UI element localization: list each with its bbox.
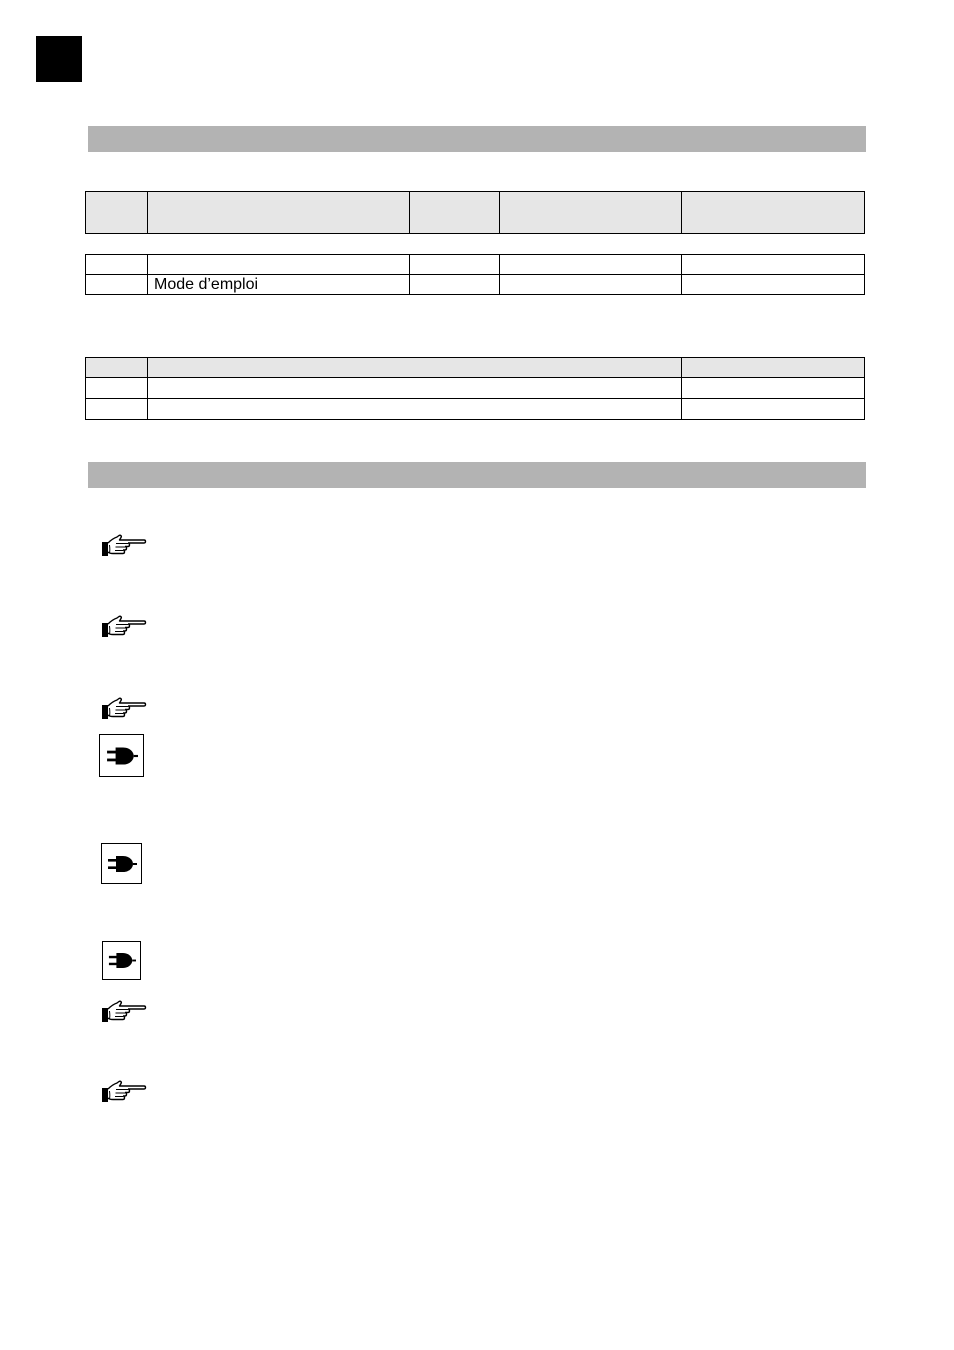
plug-icon bbox=[101, 843, 142, 884]
table-row bbox=[86, 275, 865, 295]
table-cell bbox=[500, 255, 682, 275]
header-cell bbox=[86, 358, 148, 378]
table-row bbox=[86, 399, 865, 420]
table-cell bbox=[148, 255, 410, 275]
plug-icon bbox=[99, 734, 144, 777]
pointing-hand-icon bbox=[101, 1000, 147, 1024]
table-cell bbox=[148, 378, 682, 399]
header-cell bbox=[682, 358, 865, 378]
table-cell bbox=[86, 255, 148, 275]
table-cell bbox=[410, 275, 500, 295]
header-cell bbox=[682, 192, 865, 234]
parts-table-header bbox=[85, 191, 865, 234]
page-corner-tab bbox=[36, 36, 82, 82]
plug-icon bbox=[102, 941, 141, 980]
table-cell bbox=[86, 378, 148, 399]
table-row bbox=[86, 378, 865, 399]
parts-table bbox=[85, 254, 865, 295]
table-header-row bbox=[86, 358, 865, 378]
pointing-hand-icon bbox=[101, 615, 147, 639]
header-cell bbox=[500, 192, 682, 234]
table-cell bbox=[682, 255, 865, 275]
header-cell bbox=[148, 192, 410, 234]
table-row bbox=[86, 255, 865, 275]
table-cell bbox=[86, 275, 148, 295]
header-cell bbox=[86, 192, 148, 234]
table-cell bbox=[148, 399, 682, 420]
table-cell bbox=[410, 255, 500, 275]
section-header-bar bbox=[88, 462, 866, 488]
info-table bbox=[85, 357, 865, 420]
header-cell bbox=[410, 192, 500, 234]
header-cell bbox=[148, 358, 682, 378]
section-header-bar bbox=[88, 126, 866, 152]
table-cell bbox=[500, 275, 682, 295]
table-cell bbox=[682, 275, 865, 295]
pointing-hand-icon bbox=[101, 534, 147, 558]
table-cell bbox=[682, 399, 865, 420]
pointing-hand-icon bbox=[101, 1080, 147, 1104]
table-cell bbox=[86, 399, 148, 420]
table-cell: Mode d’emploi bbox=[148, 275, 410, 295]
table-cell bbox=[682, 378, 865, 399]
pointing-hand-icon bbox=[101, 697, 147, 721]
